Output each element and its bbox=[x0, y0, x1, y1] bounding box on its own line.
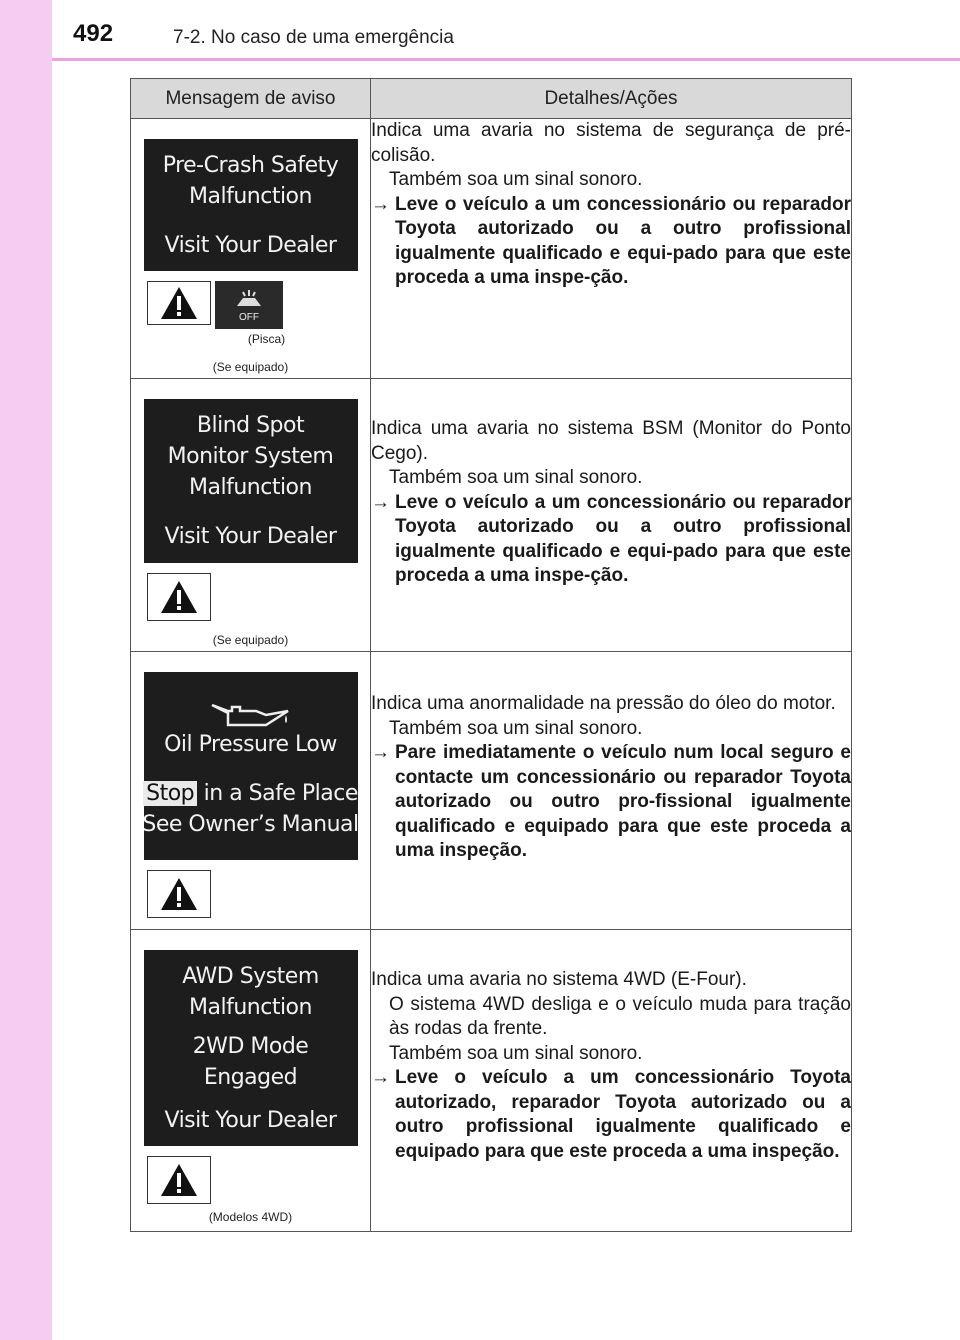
display-screen-pre-crash bbox=[144, 139, 358, 271]
description-text: Indica uma anormalidade na pressão do óleo do motor. bbox=[371, 693, 836, 714]
display-line: 2WD Mode bbox=[192, 1033, 309, 1059]
stop-label: Stop bbox=[143, 781, 197, 806]
warning-message-table bbox=[130, 78, 852, 1232]
action-item bbox=[371, 1066, 851, 1164]
arrow-icon: → bbox=[371, 742, 390, 763]
warning-triangle-icon bbox=[147, 573, 211, 621]
arrow-icon: → bbox=[371, 1067, 390, 1088]
table-row bbox=[131, 379, 852, 652]
display-line: Oil Pressure Low bbox=[164, 731, 337, 757]
message-cell bbox=[131, 930, 371, 1232]
display-line: Pre‑Crash Safety bbox=[162, 152, 339, 178]
indicator-icons bbox=[147, 870, 370, 918]
description-text: Indica uma avaria no sistema de segurança de pré-colisão. bbox=[371, 120, 851, 166]
page-number: 492 bbox=[73, 20, 114, 47]
sub-text: Também soa um sinal sonoro. bbox=[389, 717, 643, 739]
sub-text: Também soa um sinal sonoro. bbox=[389, 1042, 643, 1064]
table-row bbox=[131, 652, 852, 930]
header-rule bbox=[52, 58, 960, 61]
display-line: Blind Spot bbox=[196, 413, 305, 438]
message-cell bbox=[131, 652, 371, 930]
action-text: Pare imediatamente o veículo num local seguro e contacte um concessionário ou reparador Toyota autorizado ou outro pro-fissional igualmente qualificado e equipado para que este proceda a uma inspeção. bbox=[395, 742, 851, 861]
display-line: Malfunction bbox=[189, 183, 312, 209]
sub-text: Também soa um sinal sonoro. bbox=[389, 467, 643, 488]
arrow-icon: → bbox=[371, 491, 390, 513]
action-text: Leve o veículo a um concessionário ou reparador Toyota autorizado ou a outro profissional igualmente qualificado e equi-pado para que este proceda a uma inspe-ção. bbox=[395, 491, 851, 586]
details-cell bbox=[371, 652, 852, 930]
page-header bbox=[0, 0, 960, 60]
display-screen-blind-spot bbox=[144, 399, 358, 563]
sub-text: O sistema 4WD desliga e o veículo muda para tração às rodas da frente. bbox=[389, 993, 851, 1039]
row-caption: (Modelos 4WD) bbox=[208, 1210, 293, 1224]
pcs-off-label: OFF bbox=[239, 311, 259, 323]
row-caption: (Se equipado) bbox=[212, 633, 289, 647]
column-header-message: Mensagem de aviso bbox=[131, 79, 371, 119]
details-cell bbox=[371, 119, 852, 379]
action-item bbox=[371, 193, 851, 291]
action-text: Leve o veículo a um concessionário Toyota autorizado, reparador Toyota autorizado ou a outro profissional igualmente qualificado e equipado para que este proceda a uma inspeção. bbox=[395, 1067, 851, 1162]
message-cell bbox=[131, 119, 371, 379]
display-line: Monitor System bbox=[167, 444, 334, 469]
display-line: Visit Your Dealer bbox=[164, 524, 337, 549]
section-title: 7-2. No caso de uma emergência bbox=[173, 27, 454, 48]
action-item bbox=[371, 491, 851, 589]
description-text: Indica uma avaria no sistema BSM (Monitor do Ponto Cego). bbox=[371, 418, 851, 464]
side-color-band bbox=[0, 0, 52, 1340]
display-line: AWD System bbox=[182, 963, 319, 989]
display-line: See Owner’s Manual bbox=[142, 811, 359, 837]
pre-crash-safety-off-icon bbox=[215, 281, 283, 329]
display-line: Visit Your Dealer bbox=[164, 232, 337, 258]
table-row bbox=[131, 119, 852, 379]
display-line: Malfunction bbox=[189, 475, 312, 500]
display-line: Stop in a Safe Place bbox=[143, 778, 358, 809]
display-screen-oil-pressure bbox=[144, 672, 358, 860]
oil-can-icon bbox=[206, 699, 296, 729]
description-text: Indica uma avaria no sistema 4WD (E-Four). bbox=[371, 969, 747, 990]
table-row bbox=[131, 930, 852, 1232]
details-cell bbox=[371, 930, 852, 1232]
action-item bbox=[371, 741, 851, 864]
action-text: Leve o veículo a um concessionário ou reparador Toyota autorizado ou a outro profissional igualmente qualificado e equi-pado para que este proceda a uma inspe-ção. bbox=[395, 193, 851, 288]
warning-triangle-icon bbox=[147, 870, 211, 918]
indicator-icons bbox=[147, 1156, 370, 1204]
display-line: Visit Your Dealer bbox=[164, 1107, 337, 1133]
arrow-icon: → bbox=[371, 193, 390, 215]
table-header-row bbox=[131, 79, 852, 119]
display-line: Malfunction bbox=[189, 994, 312, 1020]
icon-caption: (Pisca) bbox=[247, 332, 286, 346]
row-caption: (Se equipado) bbox=[212, 360, 289, 374]
indicator-icons bbox=[147, 573, 370, 621]
message-cell bbox=[131, 379, 371, 652]
details-cell bbox=[371, 379, 852, 652]
indicator-icons bbox=[147, 281, 370, 329]
display-line: Engaged bbox=[203, 1064, 298, 1090]
sub-text: Também soa um sinal sonoro. bbox=[389, 169, 643, 190]
display-screen-awd bbox=[144, 950, 358, 1146]
warning-triangle-icon bbox=[147, 1156, 211, 1204]
warning-triangle-icon bbox=[147, 281, 211, 325]
column-header-details: Detalhes/Ações bbox=[371, 79, 852, 119]
